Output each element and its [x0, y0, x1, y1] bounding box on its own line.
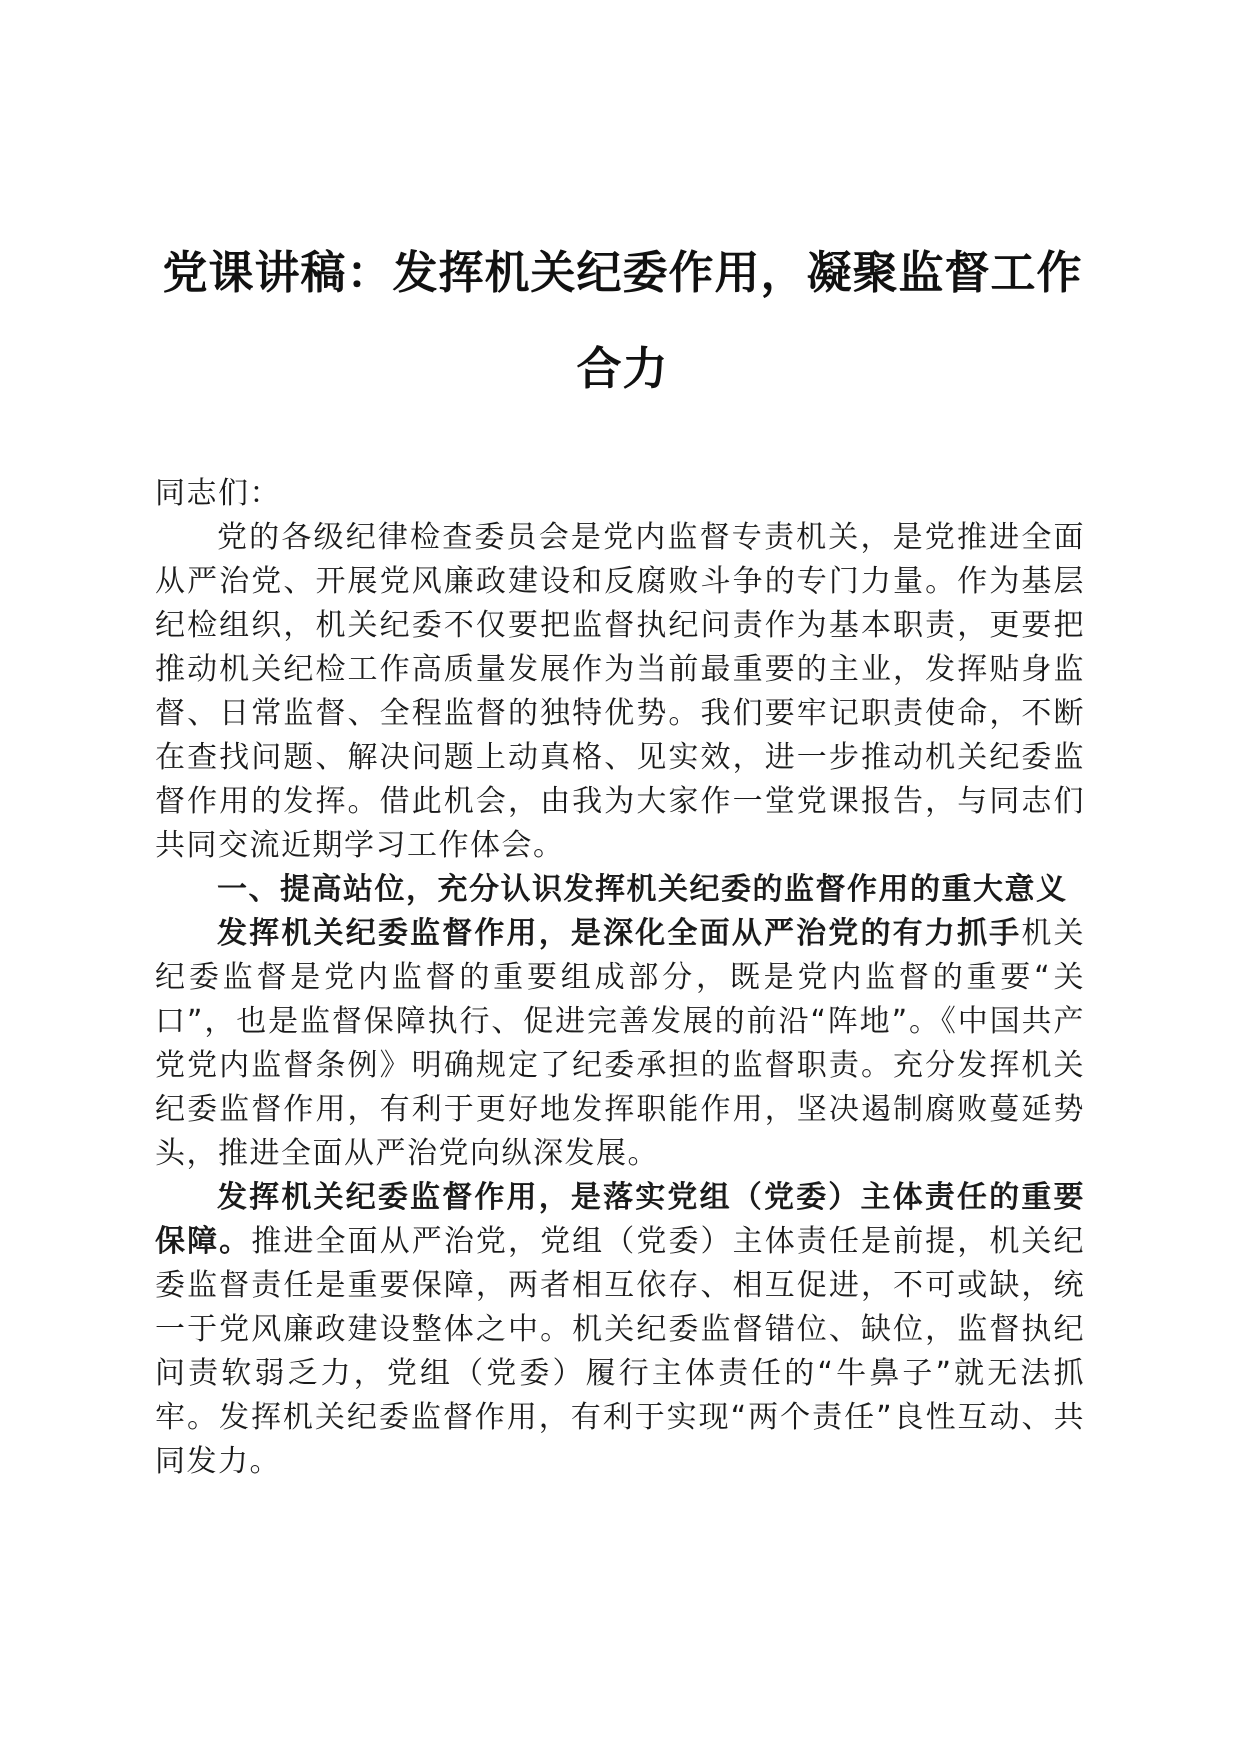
section-heading-1: 一、提高站位，充分认识发挥机关纪委的监督作用的重大意义: [217, 872, 1068, 907]
document-title: 党课讲稿：发挥机关纪委作用，凝聚监督工作合力: [162, 246, 1083, 395]
paragraph-2-body: 推进全面从严治党，党组（党委）主体责任是前提，机关纪委监督责任是重要保障，两者相互依存、相互促进，不可或缺，统一于党风廉政建设整体之中。机关纪委监督错位、缺位，监督执纪问责软弱乏力，党组（党委）履行主体责任的“牛鼻子”就无法抓牢。发挥机关纪委监督作用，有利于实现“两个责任”良性互动、共同发力。: [155, 1224, 1086, 1479]
intro-paragraph: 党的各级纪律检查委员会是党内监督专责机关，是党推进全面从严治党、开展党风廉政建设和反腐败斗争的专门力量。作为基层纪检组织，机关纪委不仅要把监督执纪问责作为基本职责，更要把推动机关纪检工作高质量发展作为当前最重要的主业，发挥贴身监督、日常监督、全程监督的独特优势。我们要牢记职责使命，不断在查找问题、解决问题上动真格、见实效，进一步推动机关纪委监督作用的发挥。借此机会，由我为大家作一堂党课报告，与同志们共同交流近期学习工作体会。: [155, 520, 1085, 863]
paragraph-2-lead: 发挥机关纪委监督作用，是落实党组（党委）主体责任的重要保障。: [155, 1180, 1085, 1259]
paragraph-1-body: 机关纪委监督是党内监督的重要组成部分，既是党内监督的重要“关口”，也是监督保障执行、促进完善发展的前沿“阵地”。《中国共产党党内监督条例》明确规定了纪委承担的监督职责。充分发挥机关纪委监督作用，有利于更好地发挥职能作用，坚决遏制腐败蔓延势头，推进全面从严治党向纵深发展。: [155, 916, 1086, 1171]
document-body: [155, 472, 1085, 1484]
paragraph-1-lead: 发挥机关纪委监督作用，是深化全面从严治党的有力抓手: [217, 916, 1022, 951]
paragraph-2: [155, 1176, 1085, 1484]
paragraph-1: [155, 912, 1085, 1176]
salutation: 同志们：: [155, 476, 281, 511]
